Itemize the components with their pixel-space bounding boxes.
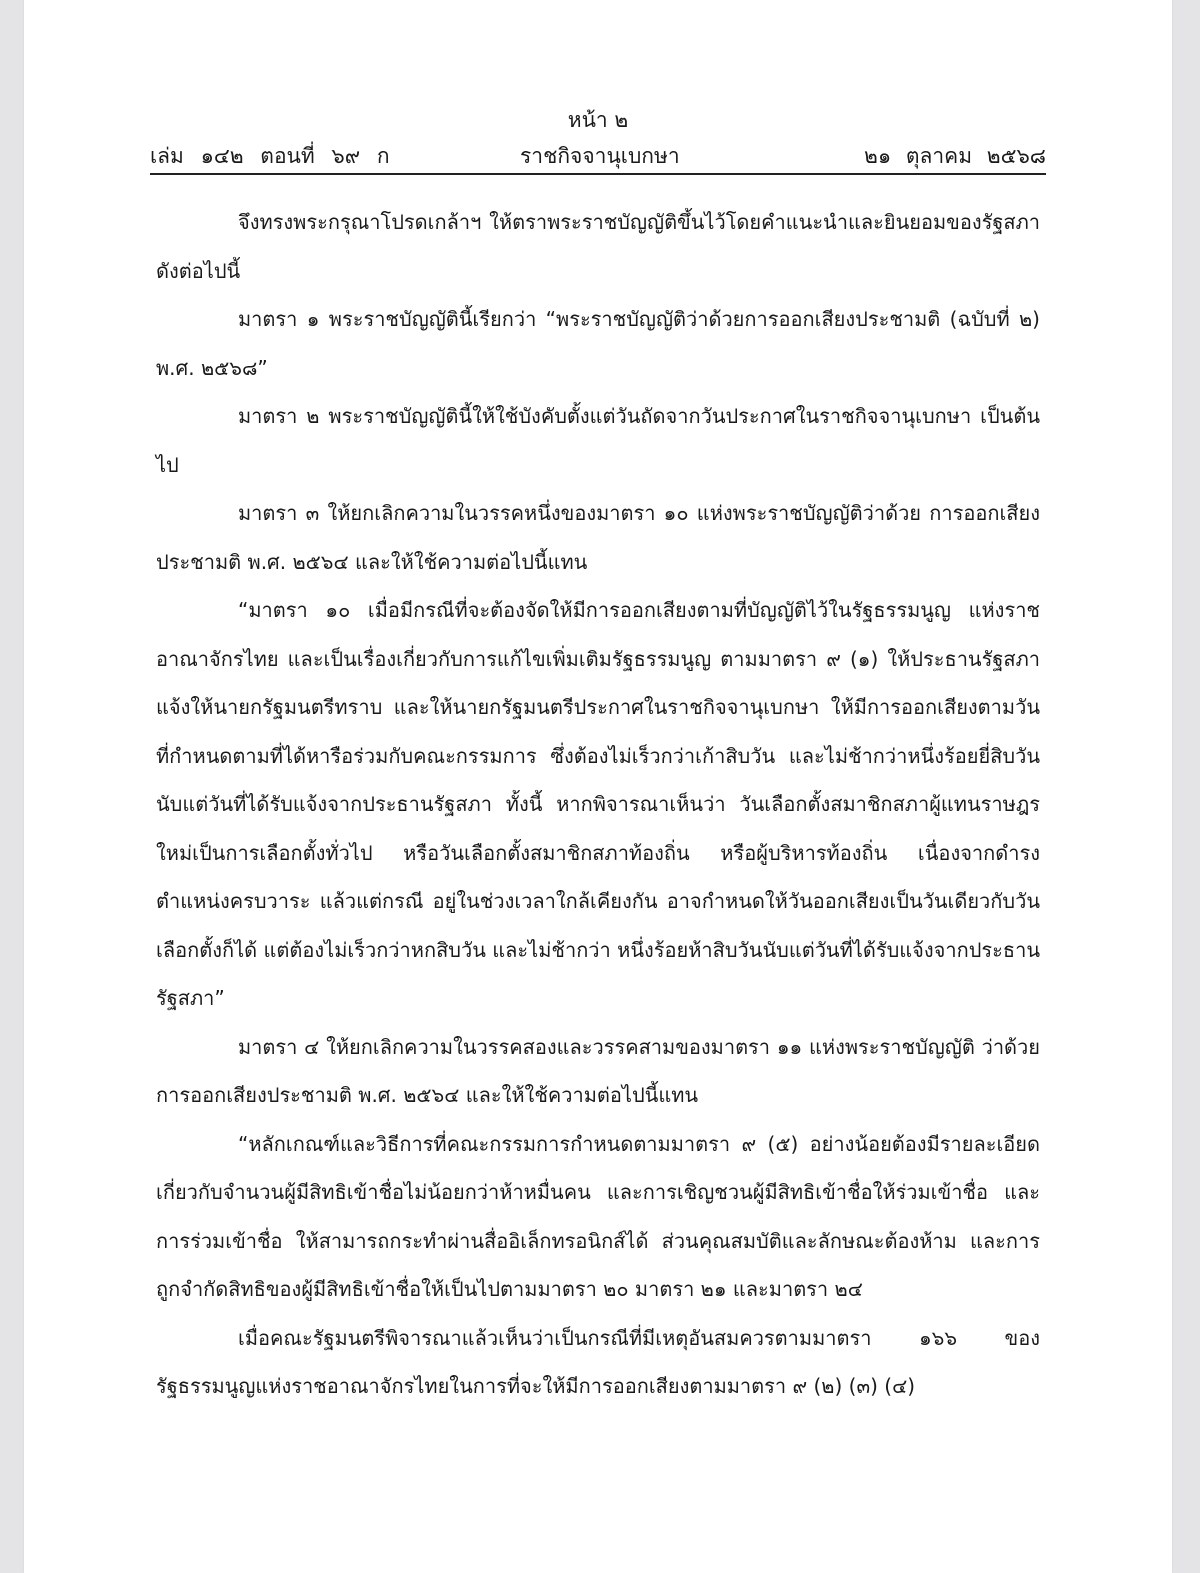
enactment-clause: จึงทรงพระกรุณาโปรดเกล้าฯ ให้ตราพระราชบัญญัติขึ้นไว้โดยคำแนะนำและยินยอมของรัฐสภา ดังต่อไปนี้ bbox=[156, 210, 1040, 283]
document-body bbox=[156, 198, 1040, 1411]
volume-issue: เล่ม ๑๔๒ ตอนที่ ๖๙ ก bbox=[150, 144, 390, 168]
publication-date: ๒๑ ตุลาคม ๒๕๖๘ bbox=[864, 144, 1046, 168]
section-2: มาตรา ๒ พระราชบัญญัตินี้ให้ใช้บังคับตั้งแต่วันถัดจากวันประกาศในราชกิจจานุเบกษา เป็นต้นไป bbox=[156, 404, 1040, 477]
header-divider bbox=[150, 173, 1046, 175]
page-number: หน้า ๒ bbox=[567, 108, 629, 132]
section-11-amended-text-para-2: เมื่อคณะรัฐมนตรีพิจารณาแล้วเห็นว่าเป็นกรณีที่มีเหตุอันสมควรตามมาตรา ๑๖๖ ของรัฐธรรมนูญแห่งราชอาณาจักรไทยในการที่จะให้มีการออกเสียงตามมาตรา ๙ (๒) (๓) (๔) bbox=[156, 1325, 1040, 1398]
gazette-name: ราชกิจจานุเบกษา bbox=[520, 144, 680, 168]
section-11-amended-text-para-1: “หลักเกณฑ์และวิธีการที่คณะกรรมการกำหนดตามมาตรา ๙ (๕) อย่างน้อยต้องมีรายละเอียด เกี่ยวกับจำนวนผู้มีสิทธิเข้าชื่อไม่น้อยกว่าห้าหมื่นคน และการเชิญชวนผู้มีสิทธิเข้าชื่อให้ร่วมเข้าชื่อ และการร่วมเข้าชื่อ ให้สามารถกระทำผ่านสื่ออิเล็กทรอนิกส์ได้ ส่วนคุณสมบัติและลักษณะต้องห้าม และการถูกจำกัดสิทธิของผู้มีสิทธิเข้าชื่อให้เป็นไปตามมาตรา ๒๐ มาตรา ๒๑ และมาตรา ๒๔ bbox=[156, 1131, 1040, 1301]
gazette-page bbox=[24, 0, 1172, 1573]
section-10-amended-text: “มาตรา ๑๐ เมื่อมีกรณีที่จะต้องจัดให้มีการออกเสียงตามที่บัญญัติไว้ในรัฐธรรมนูญ แห่งราชอาณาจักรไทย และเป็นเรื่องเกี่ยวกับการแก้ไขเพิ่มเติมรัฐธรรมนูญ ตามมาตรา ๙ (๑) ให้ประธานรัฐสภาแจ้งให้นายกรัฐมนตรีทราบ และให้นายกรัฐมนตรีประกาศในราชกิจจานุเบกษา ให้มีการออกเสียงตามวันที่กำหนดตามที่ได้หารือร่วมกับคณะกรรมการ ซึ่งต้องไม่เร็วกว่าเก้าสิบวัน และไม่ช้ากว่าหนึ่งร้อยยี่สิบวันนับแต่วันที่ได้รับแจ้งจากประธานรัฐสภา ทั้งนี้ หากพิจารณาเห็นว่า วันเลือกตั้งสมาชิกสภาผู้แทนราษฎรใหม่เป็นการเลือกตั้งทั่วไป หรือวันเลือกตั้งสมาชิกสภาท้องถิ่น หรือผู้บริหารท้องถิ่น เนื่องจากดำรงตำแหน่งครบวาระ แล้วแต่กรณี อยู่ในช่วงเวลาใกล้เคียงกัน อาจกำหนดให้วันออกเสียงเป็นวันเดียวกับวันเลือกตั้งก็ได้ แต่ต้องไม่เร็วกว่าหกสิบวัน และไม่ช้ากว่า หนึ่งร้อยห้าสิบวันนับแต่วันที่ได้รับแจ้งจากประธานรัฐสภา” bbox=[156, 598, 1040, 1010]
section-4: มาตรา ๔ ให้ยกเลิกความในวรรคสองและวรรคสามของมาตรา ๑๑ แห่งพระราชบัญญัติ ว่าด้วยการออกเสียงประชามติ พ.ศ. ๒๕๖๔ และให้ใช้ความต่อไปนี้แทน bbox=[156, 1034, 1040, 1107]
section-3: มาตรา ๓ ให้ยกเลิกความในวรรคหนึ่งของมาตรา ๑๐ แห่งพระราชบัญญัติว่าด้วย การออกเสียงประชามติ พ.ศ. ๒๕๖๔ และให้ใช้ความต่อไปนี้แทน bbox=[156, 501, 1040, 574]
section-1: มาตรา ๑ พระราชบัญญัตินี้เรียกว่า “พระราชบัญญัติว่าด้วยการออกเสียงประชามติ (ฉบับที่ ๒) พ.ศ. ๒๕๖๘” bbox=[156, 307, 1040, 380]
gazette-header bbox=[150, 140, 1046, 170]
